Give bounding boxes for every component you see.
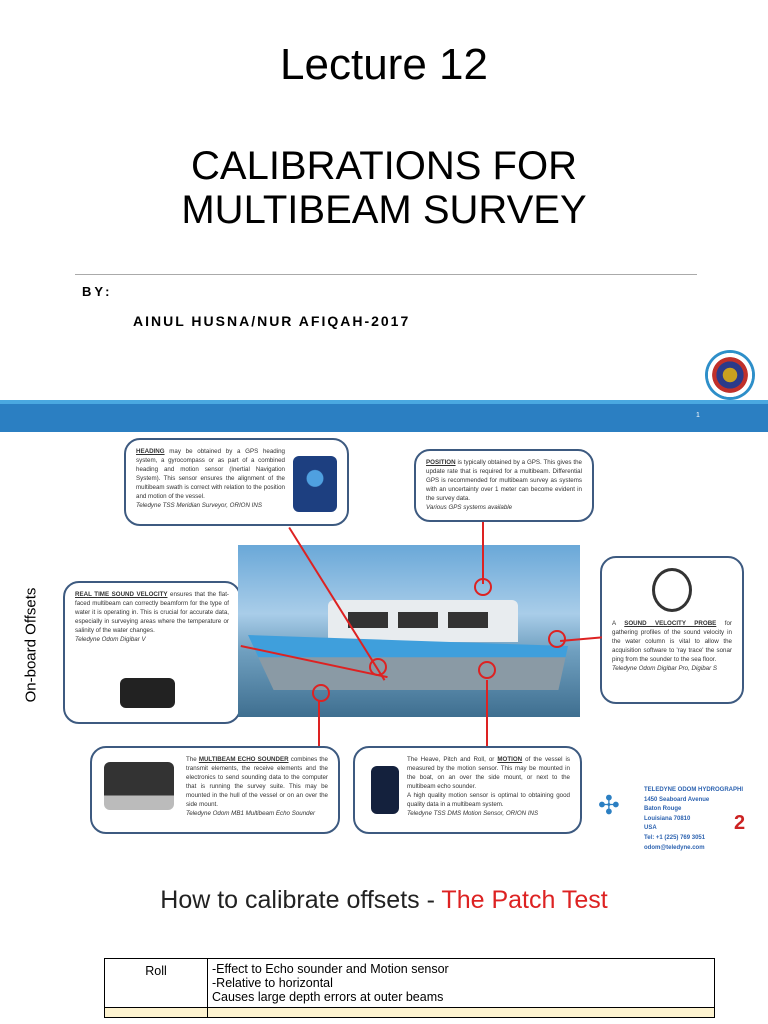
position-text: is typically obtained by a GPS. This gives the update rate that is required for a multibeam. Differential GPS is recommended for multibeam survey as systems with an uncertainty over 1 meter can become evident in the survey data. xyxy=(426,459,582,502)
company-line: USA xyxy=(644,825,657,832)
motion-text: of the vessel is measured by the motion sensor. This may be mounted in the boat, on an over the side mount, or next to the multibeam echo sounder. xyxy=(407,756,570,790)
description-line: -Effect to Echo sounder and Motion sensor xyxy=(212,962,449,976)
sound-velocity-probe-image xyxy=(652,568,692,612)
digibar-image xyxy=(120,678,175,708)
motion-text2: A high quality motion sensor is optimal to obtaining good quality data in a multibeam system. xyxy=(407,791,570,808)
param-cell xyxy=(105,1008,208,1018)
slide-subtitle-line1: CALIBRATIONS FOR xyxy=(191,144,577,188)
callout-line xyxy=(482,522,484,584)
svp-box xyxy=(600,556,744,704)
motion-box xyxy=(353,746,582,834)
table-row xyxy=(105,1008,715,1018)
rtsv-text: ensures that the flat-faced multibeam can correctly beamform for the type of water it is operating in. This is crucial for accurate data, especially in surveying areas where the temperature or salinity of the water changes. xyxy=(75,591,229,634)
position-product: Various GPS systems available xyxy=(426,503,513,511)
divider xyxy=(75,274,697,275)
motion-prefix: The Heave, Pitch and Roll, or xyxy=(407,756,498,763)
rtsv-term: REAL TIME SOUND VELOCITY xyxy=(75,591,168,598)
patch-test-title xyxy=(0,886,768,915)
slide-subtitle-line2: MULTIBEAM SURVEY xyxy=(181,188,587,232)
callout-line xyxy=(318,700,320,748)
svp-text: for gathering profiles of the sound velocity in the water column is vital to allow the acquisition software to 'ray trace' the sonar ping from the sounder to the sea floor. xyxy=(612,620,732,663)
company-line: 1450 Seaboard Avenue xyxy=(644,796,710,803)
motion-sensor-image xyxy=(371,766,399,814)
mbes-text: combines the transmit elements, the receive elements and the electronics to send sounding data to the computer that is running the survey suite. This may be mounted in the hull of the vessel or on an over the side mount. xyxy=(186,756,328,808)
mbes-prefix: The xyxy=(186,756,199,763)
mbes-box xyxy=(90,746,340,834)
heading-text: may be obtained by a GPS heading system, a gyrocompass or as part of a combined heading and motion sensor (Inertial Navigation System). This sensor ensures the alignment of the multibeam swath is correct with relation to the position and motion of the vessel. xyxy=(136,448,285,500)
company-line: odom@teledyne.com xyxy=(644,844,705,851)
company-line: Baton Rouge xyxy=(644,806,682,813)
heading-box xyxy=(124,438,349,526)
description-line: Causes large depth errors at outer beams xyxy=(212,990,444,1004)
param-cell: Roll xyxy=(105,959,208,1008)
by-label: BY: xyxy=(82,284,113,299)
motion-product: Teledyne TSS DMS Motion Sensor, ORION INS xyxy=(407,809,539,817)
table-row xyxy=(105,959,715,1008)
side-title: On-board Offsets xyxy=(22,587,40,703)
heading-term: HEADING xyxy=(136,448,165,455)
university-seal-logo xyxy=(705,350,755,400)
position-box xyxy=(414,449,594,522)
company-line: TELEDYNE ODOM HYDROGRAPHI xyxy=(644,787,744,793)
author: AINUL HUSNA/NUR AFIQAH-2017 xyxy=(133,313,411,329)
company-address xyxy=(644,786,746,853)
title-prefix: How to calibrate offsets - xyxy=(160,886,442,914)
mbes-product: Teledyne Odom MB1 Multibeam Echo Sounder xyxy=(186,809,316,817)
description-cell xyxy=(208,959,715,1008)
callout-line xyxy=(486,680,488,746)
description-line: -Relative to horizontal xyxy=(212,976,333,990)
company-line: Tel: +1 (225) 769 3051 xyxy=(644,834,706,841)
patch-test-table xyxy=(104,958,715,1018)
rtsv-box xyxy=(63,581,241,724)
description-cell xyxy=(208,1008,715,1018)
teledyne-logo-icon: ✣ xyxy=(598,790,620,820)
slide-number: 2 xyxy=(734,812,746,834)
svp-prefix: A xyxy=(612,620,625,627)
title-highlight: The Patch Test xyxy=(441,886,608,914)
slide-title: Lecture 12 xyxy=(280,40,488,89)
company-line: Louisiana 70810 xyxy=(644,815,691,822)
rtsv-product: Teledyne Odom Digibar V xyxy=(75,635,146,643)
position-term: POSITION xyxy=(426,459,456,466)
footer-band xyxy=(0,400,768,432)
page-number: 1 xyxy=(696,412,700,419)
mbes-term: MULTIBEAM ECHO SOUNDER xyxy=(198,756,289,763)
svp-product: Teledyne Odom Digibar Pro, Digibar S xyxy=(612,664,718,672)
motion-term: MOTION xyxy=(497,756,523,763)
mbes-image xyxy=(104,762,174,810)
svp-term: SOUND VELOCITY PROBE xyxy=(624,620,717,627)
heading-product: Teledyne TSS Meridian Surveyor, ORION INS xyxy=(136,501,262,509)
heading-sensor-image xyxy=(293,456,337,512)
survey-boat-photo xyxy=(238,545,580,717)
